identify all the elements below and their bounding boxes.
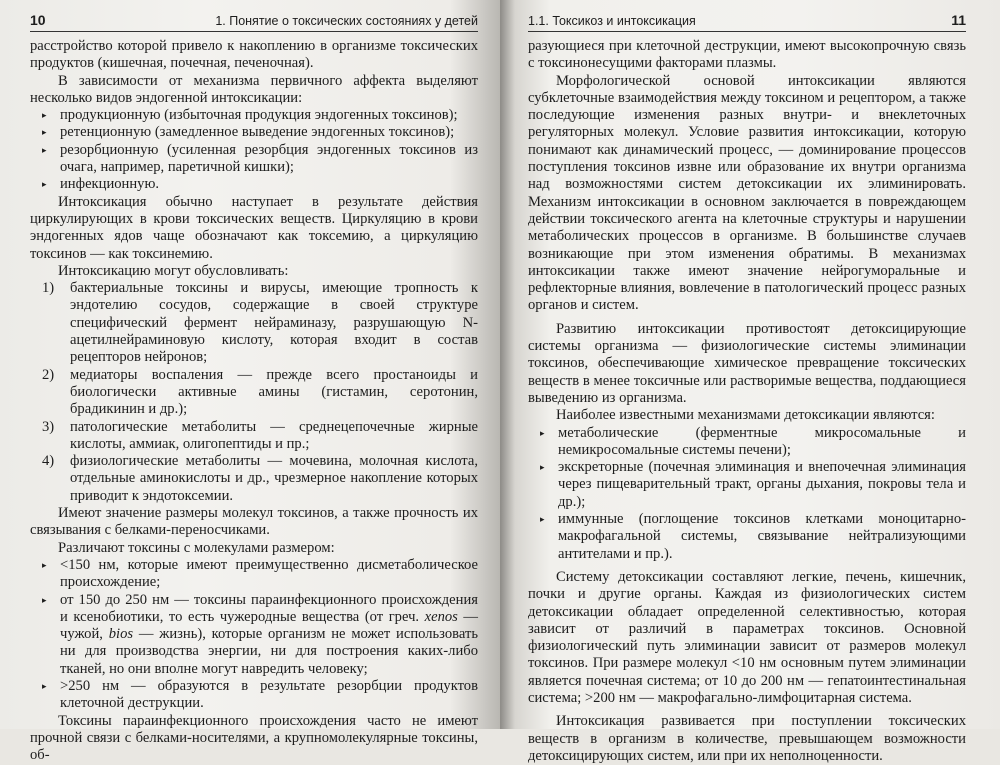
list-item: ▸ инфекционную.: [42, 176, 160, 193]
bullet-icon: ▸: [42, 144, 47, 155]
list-item: ▸ резорбционную (усиленная резорбция эндогенных токсинов из очага, например, паретичной кишки);: [42, 141, 478, 176]
paragraph: разующиеся при клеточной деструкции, имеют высокопрочную связь с токсинонесущими факторами плазмы.: [528, 38, 966, 72]
numbered-item: 1) бактериальные токсины и вирусы, имеющие тропность к эндотелию сосудов, содержащие в своей структуре специфический фермент нейраминазу, разрушающую N-ацетилнейраминовую кислоту, которая входит в состав рецепторов нейронов;: [42, 280, 478, 366]
right-page: [500, 0, 1000, 764]
list-item: ▸ метаболические (ферментные микросомальные и немикросомальные системы печени);: [540, 424, 966, 458]
right-body: [528, 38, 966, 765]
list-item: ▸ >250 нм — образуются в результате резорбции продуктов клеточной деструкции.: [42, 677, 478, 712]
paragraph: В зависимости от механизма первичного аффекта выделяют несколько видов эндогенной интоксикации:: [30, 72, 478, 106]
paragraph: Интоксикацию могут обусловливать:: [58, 262, 289, 279]
paragraph: Систему детоксикации составляют легкие, печень, кишечник, почки и другие органы. Каждая из физиологических систем детоксикации обладает определенной селективностью, которая зависит от различий в параметрах токсинов. Основной физиологический путь элиминации зависит от размеров молекул токсинов. При размере молекул <10 нм основным путем элиминации является почечная система; от 10 до 200 нм — гепатоинтестинальная система; >200 нм — макрофагально-лимфоцитарная система.: [528, 568, 966, 706]
running-head-right: 1.1. Токсикоз и интоксикация: [528, 14, 696, 28]
numbered-item: 3) патологические метаболиты — среднецепочечные жирные кислоты, аммиак, олигопептиды и пр.;: [42, 418, 478, 452]
bullet-icon: ▸: [540, 514, 545, 525]
page-number-right: 11: [951, 12, 966, 28]
term-bios: bios: [108, 626, 134, 643]
bullet-icon: ▸: [42, 559, 47, 570]
numbered-item: 4) физиологические метаболиты — мочевина, молочная кислота, отдельные аминокислоты и др., чрезмерное накопление которых приводит к эндотоксемии.: [42, 453, 478, 504]
paragraph: Интоксикация обычно наступает в результате действия циркулирующих в крови токсических веществ. Циркуляцию в крови эндогенных ядов чаще обозначают как токсемию, а циркуляцию токсинов — как токсинемию.: [30, 193, 478, 262]
bullet-icon: ▸: [42, 179, 47, 190]
paragraph: расстройство которой привело к накоплению в организме токсических продуктов (кишечная, почечная, печеночная).: [30, 38, 478, 72]
paragraph: Токсины параинфекционного происхождения часто не имеют прочной связи с белками-носителями, а крупномолекулярные токсины, об-: [30, 712, 478, 764]
bullet-icon: ▸: [42, 110, 47, 121]
paragraph: Наиболее известными механизмами детоксикации являются:: [556, 407, 935, 424]
paragraph: Морфологической основой интоксикации являются субклеточные взаимодействия между токсином и рецептором, а также последующие изменения разных внутри- и внеклеточных регуляторных молекул. Условие развития интоксикации, которую понимают как динамический процесс, — доминирование процессов поступления токсинов извне или образование их внутри организма над возможностями систем детоксикации их элиминировать. Механизм интоксикации в основном заключается в повреждающем действии токсического агента на клеточные структуры и нарушении метаболических процессов в организме. В большинстве случаев возникающие при этом изменения обратимы. В механизмах интоксикации также имеют значение нейрогуморальные и рефлекторные влияния, вовлечение в патологический процесс разных органов и систем.: [528, 72, 966, 314]
list-item: ▸ иммунные (поглощение токсинов клетками моноцитарно-макрофагальной системы, связывание нейтрализующими антителами и пр.).: [540, 511, 966, 562]
running-header-right: [528, 12, 966, 32]
list-item: ▸ от 150 до 250 нм — токсины параинфекционного происхождения и ксенобиотики, то есть чужеродные вещества (от греч. xenos — чужой, bios — жизнь), которые организм не может использовать ни для производства энергии, ни для построения каких-либо тканей, но они вполне могут навредить человеку;: [42, 591, 478, 677]
list-item: ▸ экскреторные (почечная элиминация и внепочечная элиминация через пищеварительный тракт, органы дыхания, покровы тела и др.);: [540, 459, 966, 510]
bullet-icon: ▸: [42, 680, 47, 691]
running-header-left: [30, 12, 478, 32]
term-xenos: xenos: [424, 608, 458, 625]
running-head-left: 1. Понятие о токсических состояниях у детей: [215, 14, 478, 28]
left-body: [30, 38, 478, 764]
left-page: [0, 0, 500, 764]
page-number-left: 10: [30, 12, 46, 28]
bullet-icon: ▸: [42, 127, 47, 138]
paragraph: Имеют значение размеры молекул токсинов, а также прочность их связывания с белками-переносчиками.: [30, 505, 478, 539]
paragraph: Развитию интоксикации противостоят детоксицирующие системы организма — физиологические системы элиминации токсинов, обеспечивающие химическое превращение токсических веществ в менее токсичные или растворимые вещества, поддающиеся выведению из организма.: [528, 320, 966, 406]
bullet-icon: ▸: [540, 427, 545, 438]
numbered-item: 2) медиаторы воспаления — прежде всего простаноиды и биологически активные амины (гистамин, серотонин, брадикинин и др.);: [42, 366, 478, 418]
paragraph: Различают токсины с молекулами размером:: [58, 539, 335, 556]
paragraph: Интоксикация развивается при поступлении токсических веществ в организм в количестве, превышающем возможности детоксицирующих систем, или при их неполноценности.: [528, 713, 966, 764]
bullet-icon: ▸: [42, 594, 47, 605]
bullet-icon: ▸: [540, 462, 545, 473]
list-item: ▸ продукционную (избыточная продукция эндогенных токсинов);: [42, 107, 458, 124]
list-item: ▸ <150 нм, которые имеют преимущественно дисметаболическое происхождение;: [42, 556, 478, 591]
list-item: ▸ ретенционную (замедленное выведение эндогенных токсинов);: [42, 124, 455, 141]
